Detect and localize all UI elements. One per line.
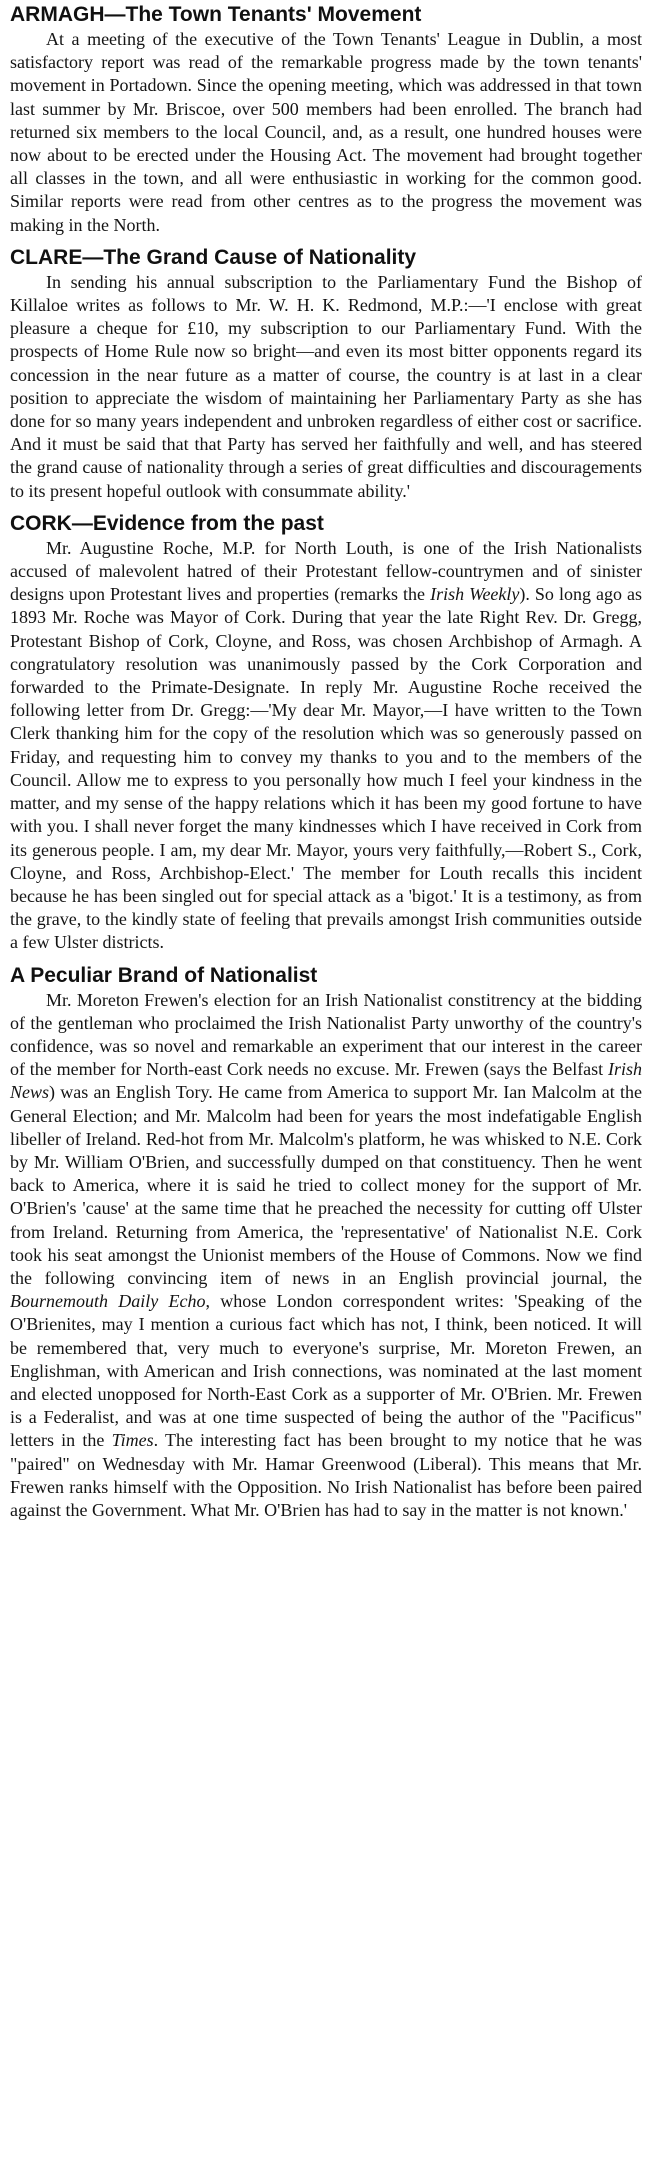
article-body [10,989,642,1523]
article-headline: CLARE—The Grand Cause of Nationality [10,245,417,269]
article-peculiar-brand [10,961,642,1523]
article-body: In sending his annual subscription to the Parliamentary Fund the Bishop of Killaloe writes as follows to Mr. W. H. K. Redmond, M.P.:—'I enclose with great pleasure a cheque for £10, my subscription to our Parliamentary Fund. With the prospects of Home Rule now so bright—and even its most bitter opponents regard its concession in the near future as a matter of course, the country is at last in a clear position to appreciate the wisdom of maintaining her Parliamentary Party as she has done for so many years independent and unbroken regardless of either cost or sacrifice. And it must be said that that Party has served her faithfully and well, and has steered the grand cause of nationality through a series of great difficulties and discouragements to its present hopeful outlook with consummate ability.' [10,271,642,501]
publication-title: Times [111,1430,154,1451]
article-body: At a meeting of the executive of the Town Tenants' League in Dublin, a most satisfactory report was read of the remarkable progress made by the town tenants' movement in Portadown. Since the opening meeting, which was addressed in that town last summer by Mr. Briscoe, over 500 members had been enrolled. The branch had returned six members to the local Council, and, as a result, one hundred houses were now about to be erected under the Housing Act. The movement had brought together all classes in the town, and all were enthusiastic in working for the common good. Similar reports were read from other centres as to the progress the movement was making in the North. [10,29,642,235]
body-text: ). So long ago as 1893 Mr. Roche was Mayor of Cork. During that year the late Right Rev. Dr. Gregg, Protestant Bishop of Cork, Cloyne, and Ross, was chosen Archbishop of Armagh. A congratulatory resolution was unanimously passed by the Cork Corporation and forwarded to the Primate-Designate. In reply Mr. Augustine Roche received the following letter from Dr. Gregg:—'My dear Mr. Mayor,—I have written to the Town Clerk thanking him for the copy of the resolution which was so generously passed on Friday, and requesting him to convey my thanks to you and to the members of the Council. Allow me to express to you personally how much I feel your kindness in the matter, and my sense of the happy relations which it has been my good fortune to have with you. I shall never forget the many kindnesses which I have received in Cork from its generous people. I am, my dear Mr. Mayor, yours very faithfully,—Robert S., Cork, Cloyne, and Ross, Archbishop-Elect.' The member for Louth recalls this incident because he has been singled out for special attack as a 'bigot.' It is a testimony, as from the grave, to the kindly state of feeling that prevails amongst Irish communities outside a few Ulster districts. [10,584,642,953]
article-cork [10,509,642,955]
article-headline: ARMAGH—The Town Tenants' Movement [10,3,422,26]
publication-title: Bournemouth Daily Echo [10,1291,206,1312]
body-text: , whose London correspondent writes: 'Speaking of the O'Brienites, may I mention a curious fact which has not, I think, been noticed. It will be remembered that, very much to everyone's surprise, Mr. Moreton Frewen, an Englishman, with American and Irish connections, was nominated at the last moment and elected unopposed for North-East Cork as a supporter of Mr. O'Brien. Mr. Frewen is a Federalist, and was at one time suspected of being the author of the "Pacificus" letters in the [10,1291,642,1451]
article-headline: A Peculiar Brand of Nationalist [10,963,318,987]
article-headline: CORK—Evidence from the past [10,511,324,535]
body-text: Mr. Augustine Roche, M.P. for North Louth, is one of the Irish Nationalists accused of malevolent hatred of their Protestant fellow-countrymen and of sinister designs upon Protestant lives and properties (remarks the [10,537,642,605]
publication-title: Irish News [10,1059,642,1103]
article-body [10,537,642,955]
body-text: Mr. Moreton Frewen's election for an Irish Nationalist constitrency at the bidding of the gentleman who proclaimed the Irish Nationalist Party unworthy of the country's confidence, was so novel and remarkable an experiment that our interest in the career of the member for North-east Cork needs no excuse. Mr. Frewen (says the Belfast [10,989,642,1080]
publication-title: Irish Weekly [430,584,520,605]
article-armagh [10,0,642,237]
body-text: . The interesting fact has been brought to my notice that he was "paired" on Wednesday with Mr. Hamar Greenwood (Liberal). This means that Mr. Frewen ranks himself with the Opposition. No Irish Nationalist has before been paired against the Government. What Mr. O'Brien has had to say in the matter is not known.' [10,1430,642,1520]
body-text: ) was an English Tory. He came from America to support Mr. Ian Malcolm at the General Election; and Mr. Malcolm had been for years the most indefatigable English libeller of Ireland. Red-hot from Mr. Malcolm's platform, he was whisked to N.E. Cork by Mr. William O'Brien, and successfully dumped on that constituency. Then he went back to America, where it is said he tried to collect money for the support of Mr. O'Brien's 'cause' at the same time that he preached the necessity for cutting off Ulster from Ireland. Returning from America, the 'representative' of Nationalist N.E. Cork took his seat amongst the Unionist members of the House of Commons. Now we find the following convincing item of news in an English provincial journal, the [10,1082,642,1288]
article-clare [10,243,642,503]
